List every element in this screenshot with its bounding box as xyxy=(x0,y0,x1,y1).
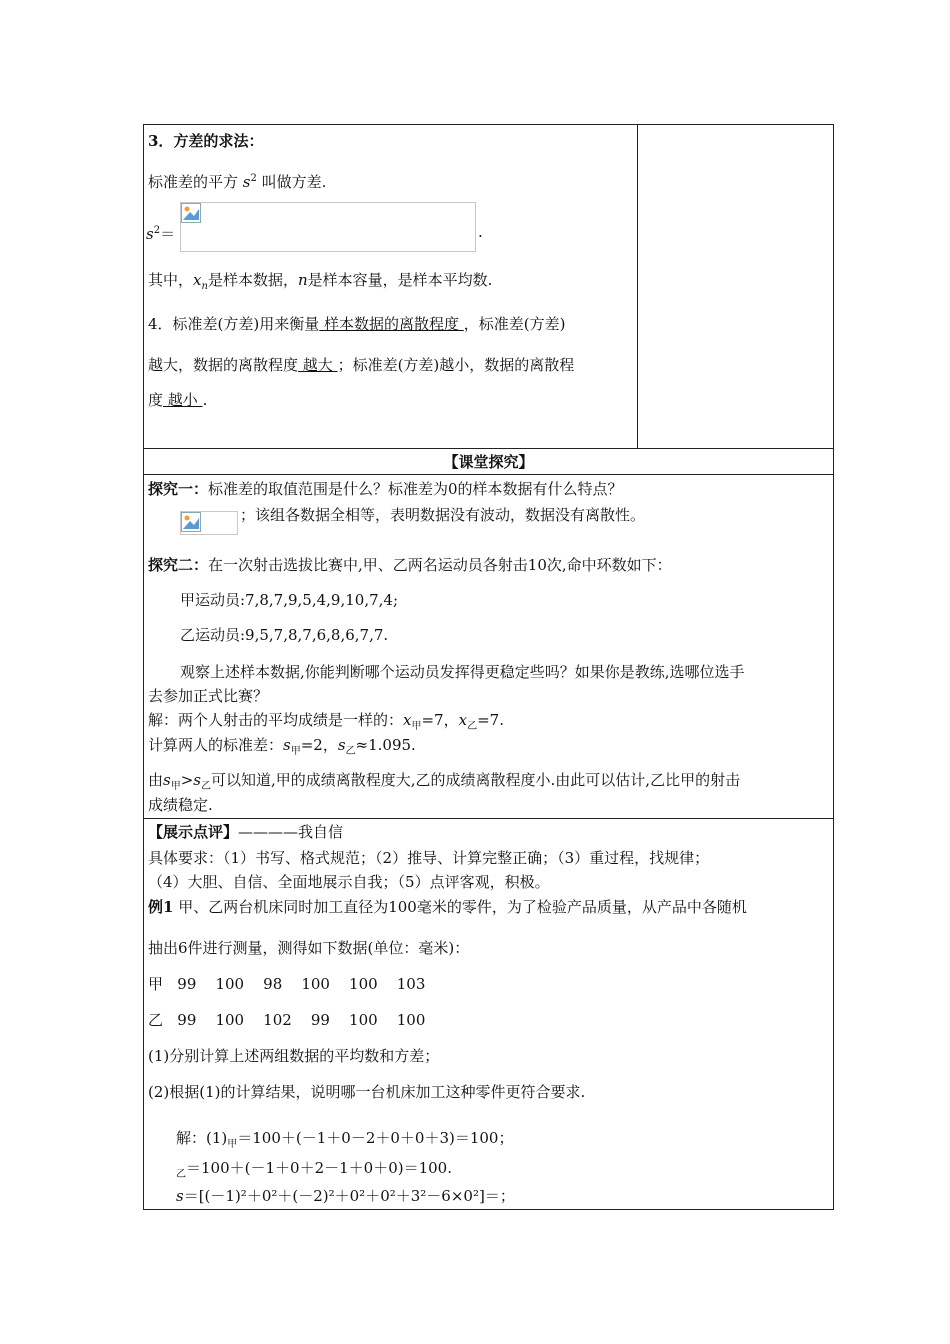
point4-line1: 4．标准差(方差)用来衡量 样本数据的离散程度 ，标准差(方差) xyxy=(148,315,566,333)
row-divider xyxy=(143,474,834,475)
requirements-line1: 具体要求：（1）书写、格式规范；（2）推导、计算完整正确；（3）重过程，找规律； xyxy=(148,849,710,867)
formula-period: . xyxy=(478,223,483,241)
explore2-yi-data: 乙运动员:9,5,7,8,7,6,8,6,7,7. xyxy=(180,626,389,644)
point4-line3: 度 越小 . xyxy=(148,391,208,409)
explore1-image-placeholder xyxy=(180,511,238,535)
solution-mean-yi: $_乙$＝100＋(－1＋0＋2－1＋0＋0)＝100. xyxy=(176,1159,452,1180)
heading-variance-method: 3．方差的求法： xyxy=(148,132,264,150)
explore2-solution-sd: 计算两人的标准差：$s_甲=2$，$s_乙\approx 1.095$. xyxy=(148,736,416,757)
explore2-question-line2: 去参加正式比赛？ xyxy=(148,687,269,705)
requirements-line2: （4）大胆、自信、全面地展示自我；（5）点评客观，积极。 xyxy=(148,873,550,891)
explore2-question-line1: 观察上述样本数据,你能判断哪个运动员发挥得更稳定些吗？如果你是教练,选哪位选手 xyxy=(180,663,745,681)
show-comment-title: 【展示点评】————我自信 xyxy=(148,823,344,841)
example1-line1: 例1 甲、乙两台机床同时加工直径为100毫米的零件，为了检验产品质量，从产品中各随机 xyxy=(148,898,747,916)
explore1-question: 探究一：标准差的取值范围是什么？标准差为0的样本数据有什么特点？ xyxy=(148,480,623,498)
data-row-jia: 甲 99 100 98 100 100 103 xyxy=(148,975,426,993)
column-divider xyxy=(637,124,638,449)
row-divider xyxy=(143,818,834,819)
broken-image-icon xyxy=(181,203,201,223)
solution-mean-jia: 解：$(1)_甲=100+(-1+0-2+0+0+3)=100$； xyxy=(176,1129,514,1150)
explore2-jia-data: 甲运动员:7,8,7,9,5,4,9,10,7,4; xyxy=(180,591,398,609)
formula-image-placeholder xyxy=(180,202,476,252)
example1-question2: (2)根据(1)的计算结果，说明哪一台机床加工这种零件更符合要求. xyxy=(148,1083,586,1101)
explore2-conclusion-line2: 成绩稳定. xyxy=(148,796,213,814)
formula-lhs: $s^2=$ xyxy=(146,225,176,243)
explore2-intro: 探究二：在一次射击选拔比赛中,甲、乙两名运动员各射击10次,命中环数如下： xyxy=(148,556,672,574)
example1-question1: (1)分别计算上述两组数据的平均数和方差； xyxy=(148,1047,440,1065)
example1-line2: 抽出6件进行测量，测得如下数据(单位：毫米)： xyxy=(148,939,470,957)
where-clause: 其中，$x_n$是样本数据，n是样本容量，是样本平均数. xyxy=(148,271,493,292)
explore2-solution-mean: 解：两个人射击的平均成绩是一样的：$x_甲=7$，$x_乙=7$. xyxy=(148,711,504,732)
section-header-classroom-inquiry: 【课堂探究】 xyxy=(443,453,534,471)
variance-definition: 标准差的平方 $s^2$ 叫做方差. xyxy=(148,173,327,191)
broken-image-icon xyxy=(181,512,201,532)
point4-line2: 越大，数据的离散程度 越大 ；标准差(方差)越小，数据的离散程 xyxy=(148,356,575,374)
data-row-yi: 乙 99 100 102 99 100 100 xyxy=(148,1011,426,1029)
explore1-answer: ；该组各数据全相等，表明数据没有波动，数据没有离散性。 xyxy=(240,506,646,524)
solution-variance-jia: s＝[(－1)²＋0²＋(－2)²＋0²＋0²＋3²－6×0²]＝； xyxy=(176,1187,515,1205)
explore2-conclusion-line1: 由$s_甲>s_乙$可以知道,甲的成绩离散程度大,乙的成绩离散程度小.由此可以估计,乙比甲的射击 xyxy=(148,771,741,792)
row-divider xyxy=(143,448,834,449)
